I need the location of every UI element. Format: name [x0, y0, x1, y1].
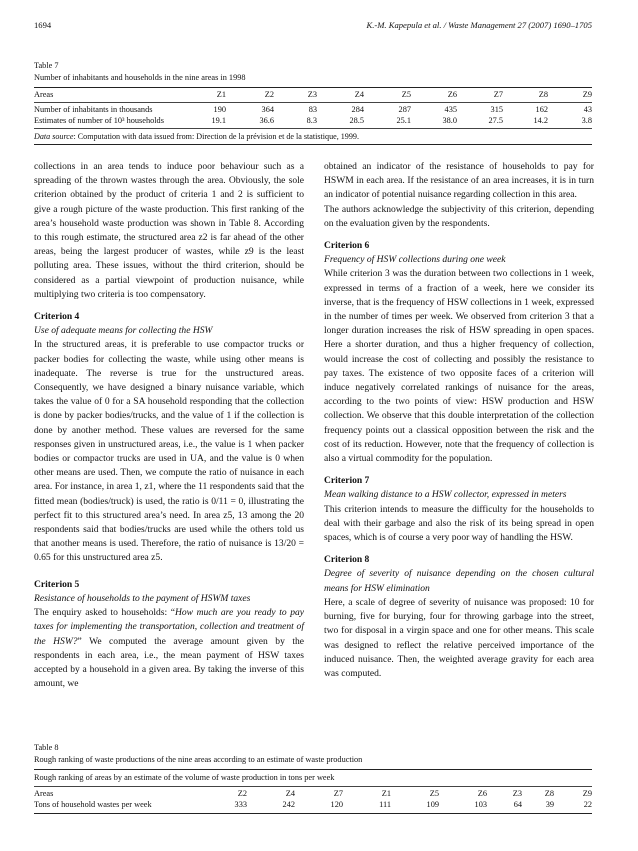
table-8-header: Z2 — [237, 789, 247, 798]
table-cell: 242 — [282, 799, 295, 809]
table-7-header: Z3 — [307, 89, 317, 99]
table-8-grid — [34, 789, 592, 810]
table-cell: 27.5 — [488, 115, 503, 125]
table-8-header: Z8 — [544, 789, 554, 798]
table-cell: 3.8 — [581, 115, 592, 125]
criterion-6-subtitle: Frequency of HSW collections during one week — [324, 254, 506, 266]
table-row — [34, 116, 592, 127]
table-8-subcaption: Rough ranking of areas by an estimate of the volume of waste production in tons per week — [34, 773, 335, 782]
table-cell: 83 — [308, 105, 317, 114]
table-8-header: Areas — [34, 789, 54, 798]
table-cell: 22 — [583, 799, 592, 809]
table-cell: Number of inhabitants in thousands — [34, 105, 153, 114]
page-number: 1694 — [34, 20, 52, 30]
paragraph: obtained an indicator of the resistance of households to pay for HSWM in each area. If the resistance of an area increases, it is in turn an indicator of potential nuisance regarding collection in this area. — [324, 161, 594, 201]
table-cell: 435 — [444, 105, 457, 114]
table-7-header-row — [34, 88, 592, 102]
table-cell: 38.0 — [442, 115, 457, 125]
table-8-header-row — [34, 789, 592, 800]
table-8-header: Z4 — [285, 789, 295, 798]
table-cell: 287 — [398, 105, 411, 114]
table-7-header: Z8 — [538, 89, 548, 99]
table-7-header: Areas — [34, 89, 54, 99]
criterion-6-heading: Criterion 6 — [324, 240, 370, 252]
table-cell: 103 — [474, 799, 487, 809]
table-7-header: Z6 — [447, 89, 457, 99]
table-7-header: Z5 — [401, 89, 411, 99]
table-7 — [34, 60, 592, 145]
table-cell: 14.2 — [533, 115, 548, 125]
table-cell: 28.5 — [349, 115, 364, 125]
criterion-7-subtitle: Mean walking distance to a HSW collector, expressed in meters — [324, 489, 567, 501]
table-cell: 162 — [535, 105, 548, 114]
table-8-header: Z5 — [429, 789, 439, 798]
table-cell: 39 — [545, 799, 554, 809]
table-7-header: Z4 — [354, 89, 364, 99]
table-cell: 284 — [351, 105, 364, 114]
journal-citation: K.-M. Kapepula et al. / Waste Management 27 (2007) 1690–1705 — [366, 20, 592, 30]
table-7-caption: Number of inhabitants and households in the nine areas in 1998 — [34, 73, 246, 82]
criterion-4-subtitle: Use of adequate means for collecting the HSW — [34, 325, 213, 337]
criterion-8-heading: Criterion 8 — [324, 554, 370, 566]
table-cell: 25.1 — [396, 115, 411, 125]
criterion-5-subtitle: Resistance of households to the payment of HSWM taxes — [34, 592, 251, 604]
table-7-body — [34, 105, 592, 126]
table-row — [34, 105, 592, 116]
paragraph: This criterion intends to measure the difficulty for the households to deal with their garbage and also the risk of its being spread in open spaces, which is of course a very poor way of handling the HSW. — [324, 503, 594, 544]
table-cell: 43 — [583, 105, 592, 114]
table-8-header: Z9 — [582, 789, 592, 798]
table-cell: 364 — [261, 105, 274, 114]
journal-page — [34, 0, 592, 851]
table-8-header: Z1 — [381, 789, 391, 798]
paragraph — [34, 606, 304, 691]
table-8-label: Table 8 — [34, 743, 59, 752]
table-7-header: Z2 — [264, 89, 274, 99]
table-7-header: Z9 — [582, 89, 592, 99]
table-cell: 190 — [213, 105, 226, 114]
table-cell: 8.3 — [306, 115, 317, 125]
table-7-grid — [34, 88, 592, 102]
left-column — [34, 160, 304, 691]
table-cell: 19.1 — [211, 115, 226, 125]
right-column — [324, 160, 594, 681]
text-run: ” We computed the average amount given by the respondents in each area, i.e., the mean payment of HSW taxes accepted by a household in a given area. By taking the inverse of this amount, we — [34, 635, 304, 690]
criterion-5-heading: Criterion 5 — [34, 578, 80, 590]
table-7-header: Z1 — [216, 89, 226, 99]
table-7-source — [34, 132, 592, 141]
table-cell: 36.6 — [259, 115, 274, 125]
text-run: The enquiry asked to households: “ — [34, 607, 175, 619]
table-8-header: Z6 — [477, 789, 487, 798]
table-row — [34, 800, 592, 811]
paragraph: While criterion 3 was the duration between two collections in 1 week, expressed in terms of a fraction of a week, here we consider its inverse, that is the frequency of HSW collections in 1 week, expressed in the number of times per week. We observed from criterion 3 that a longer duration increases the risk of HSW spreading in open spaces. Here a shorter duration, and thus a higher frequency of collection, would increase the cost of collecting and possibly the resistance to pay taxes. The existence of two opposite faces of a criterion will induce negatively correlated rankings of nuisance for the areas, according to the two points of view: HSW production and HSW collection. We observe that this double interpretation of the collection frequency points out a classical opposition between the risk and the cost of its reduction. However, note that the frequency of collection is also a virtual commodity for the population. — [324, 268, 594, 465]
table-cell: 315 — [490, 105, 503, 114]
criterion-8-subtitle: Degree of severity of nuisance depending on the chosen cultural means for HSW elimination — [324, 568, 594, 594]
paragraph: The authors acknowledge the subjectivity of this criterion, depending on the evaluation given by the respondents. — [324, 203, 594, 229]
table-cell: 120 — [330, 799, 343, 809]
table-cell: 64 — [513, 799, 522, 809]
table-7-label: Table 7 — [34, 61, 59, 70]
table-8-header: Z3 — [512, 789, 522, 798]
table-cell: Tons of household wastes per week — [34, 799, 152, 809]
criterion-4-heading: Criterion 4 — [34, 311, 80, 323]
table-cell: 333 — [234, 799, 247, 809]
paragraph: collections in an area tends to induce poor behaviour such as a spreading of the thrown wastes through the area. Obviously, the sole criterion obtained by the product of criteria 1 and 2 is sufficient to give a rough picture of the waste production. This first ranking of the area’s household waste production was shown in Table 8. According to this rough estimate, the structured area z2 is far ahead of the other areas, being the largest producer of wastes, while z9 is the least polluting area. These issues, without the third criterion, should be considered as a partial viewpoint of production nuisance, while multiplying two criteria is too compensatory. — [34, 161, 304, 300]
source-text: : Computation with data issued from: Direction de la prévision et de la statistique, 1999. — [73, 132, 359, 141]
table-cell: 111 — [379, 799, 391, 809]
table-8-caption: Rough ranking of waste productions of the nine areas according to an estimate of waste production — [34, 755, 363, 764]
table-8-header: Z7 — [333, 789, 343, 798]
quote: How much are you ready to pay taxes for implementing the transportation, collection and treatment of the HSW? — [34, 607, 304, 647]
paragraph: Here, a scale of degree of severity of nuisance was proposed: 10 for burning, five for burying, four for throwing garbage into the street, two for disposal in a virgin space and one for other means. This scale was designed to reflect the relative perceived importance of the induced nuisance. Then, the weighted average gravity for each area was computed. — [324, 596, 594, 679]
table-cell: 109 — [426, 799, 439, 809]
paragraph: In the structured areas, it is preferable to use compactor trucks or packer bodies for collecting the waste, while using other means is inadequate. The reverse is true for the unstructured areas. Consequently, we have designed a binary nuisance variable, which takes the value of 0 for a SA household responding that the collection is done by packer bodies/trucks, and the value of 1 if the collection is done by another method. These values are reversed for the same responses given in unstructured areas, i.e., the value is 1 when packer bodies or compactor trucks are used in UA, and the value is 0 when other means are used. Then, we compute the ratio of nuisance in each area. For instance, in area 1, z1, where the 11 respondents said that the fitted mean (bodies/truck) is used, the ratio is 0/11 = 0, illustrating the perfect fit to this structured area’s need. In area z5, 13 among the 20 respondents said that bodies/trucks are used while the others told us that another means is used. Therefore, the ratio of nuisance is 13/20 = 0.65 for this unstructured area z5. — [34, 339, 304, 564]
table-7-header: Z7 — [493, 89, 503, 99]
table-8 — [34, 742, 592, 814]
criterion-7-heading: Criterion 7 — [324, 475, 370, 487]
table-cell: Estimates of number of 10³ households — [34, 115, 164, 125]
source-label: Data source — [34, 132, 74, 141]
